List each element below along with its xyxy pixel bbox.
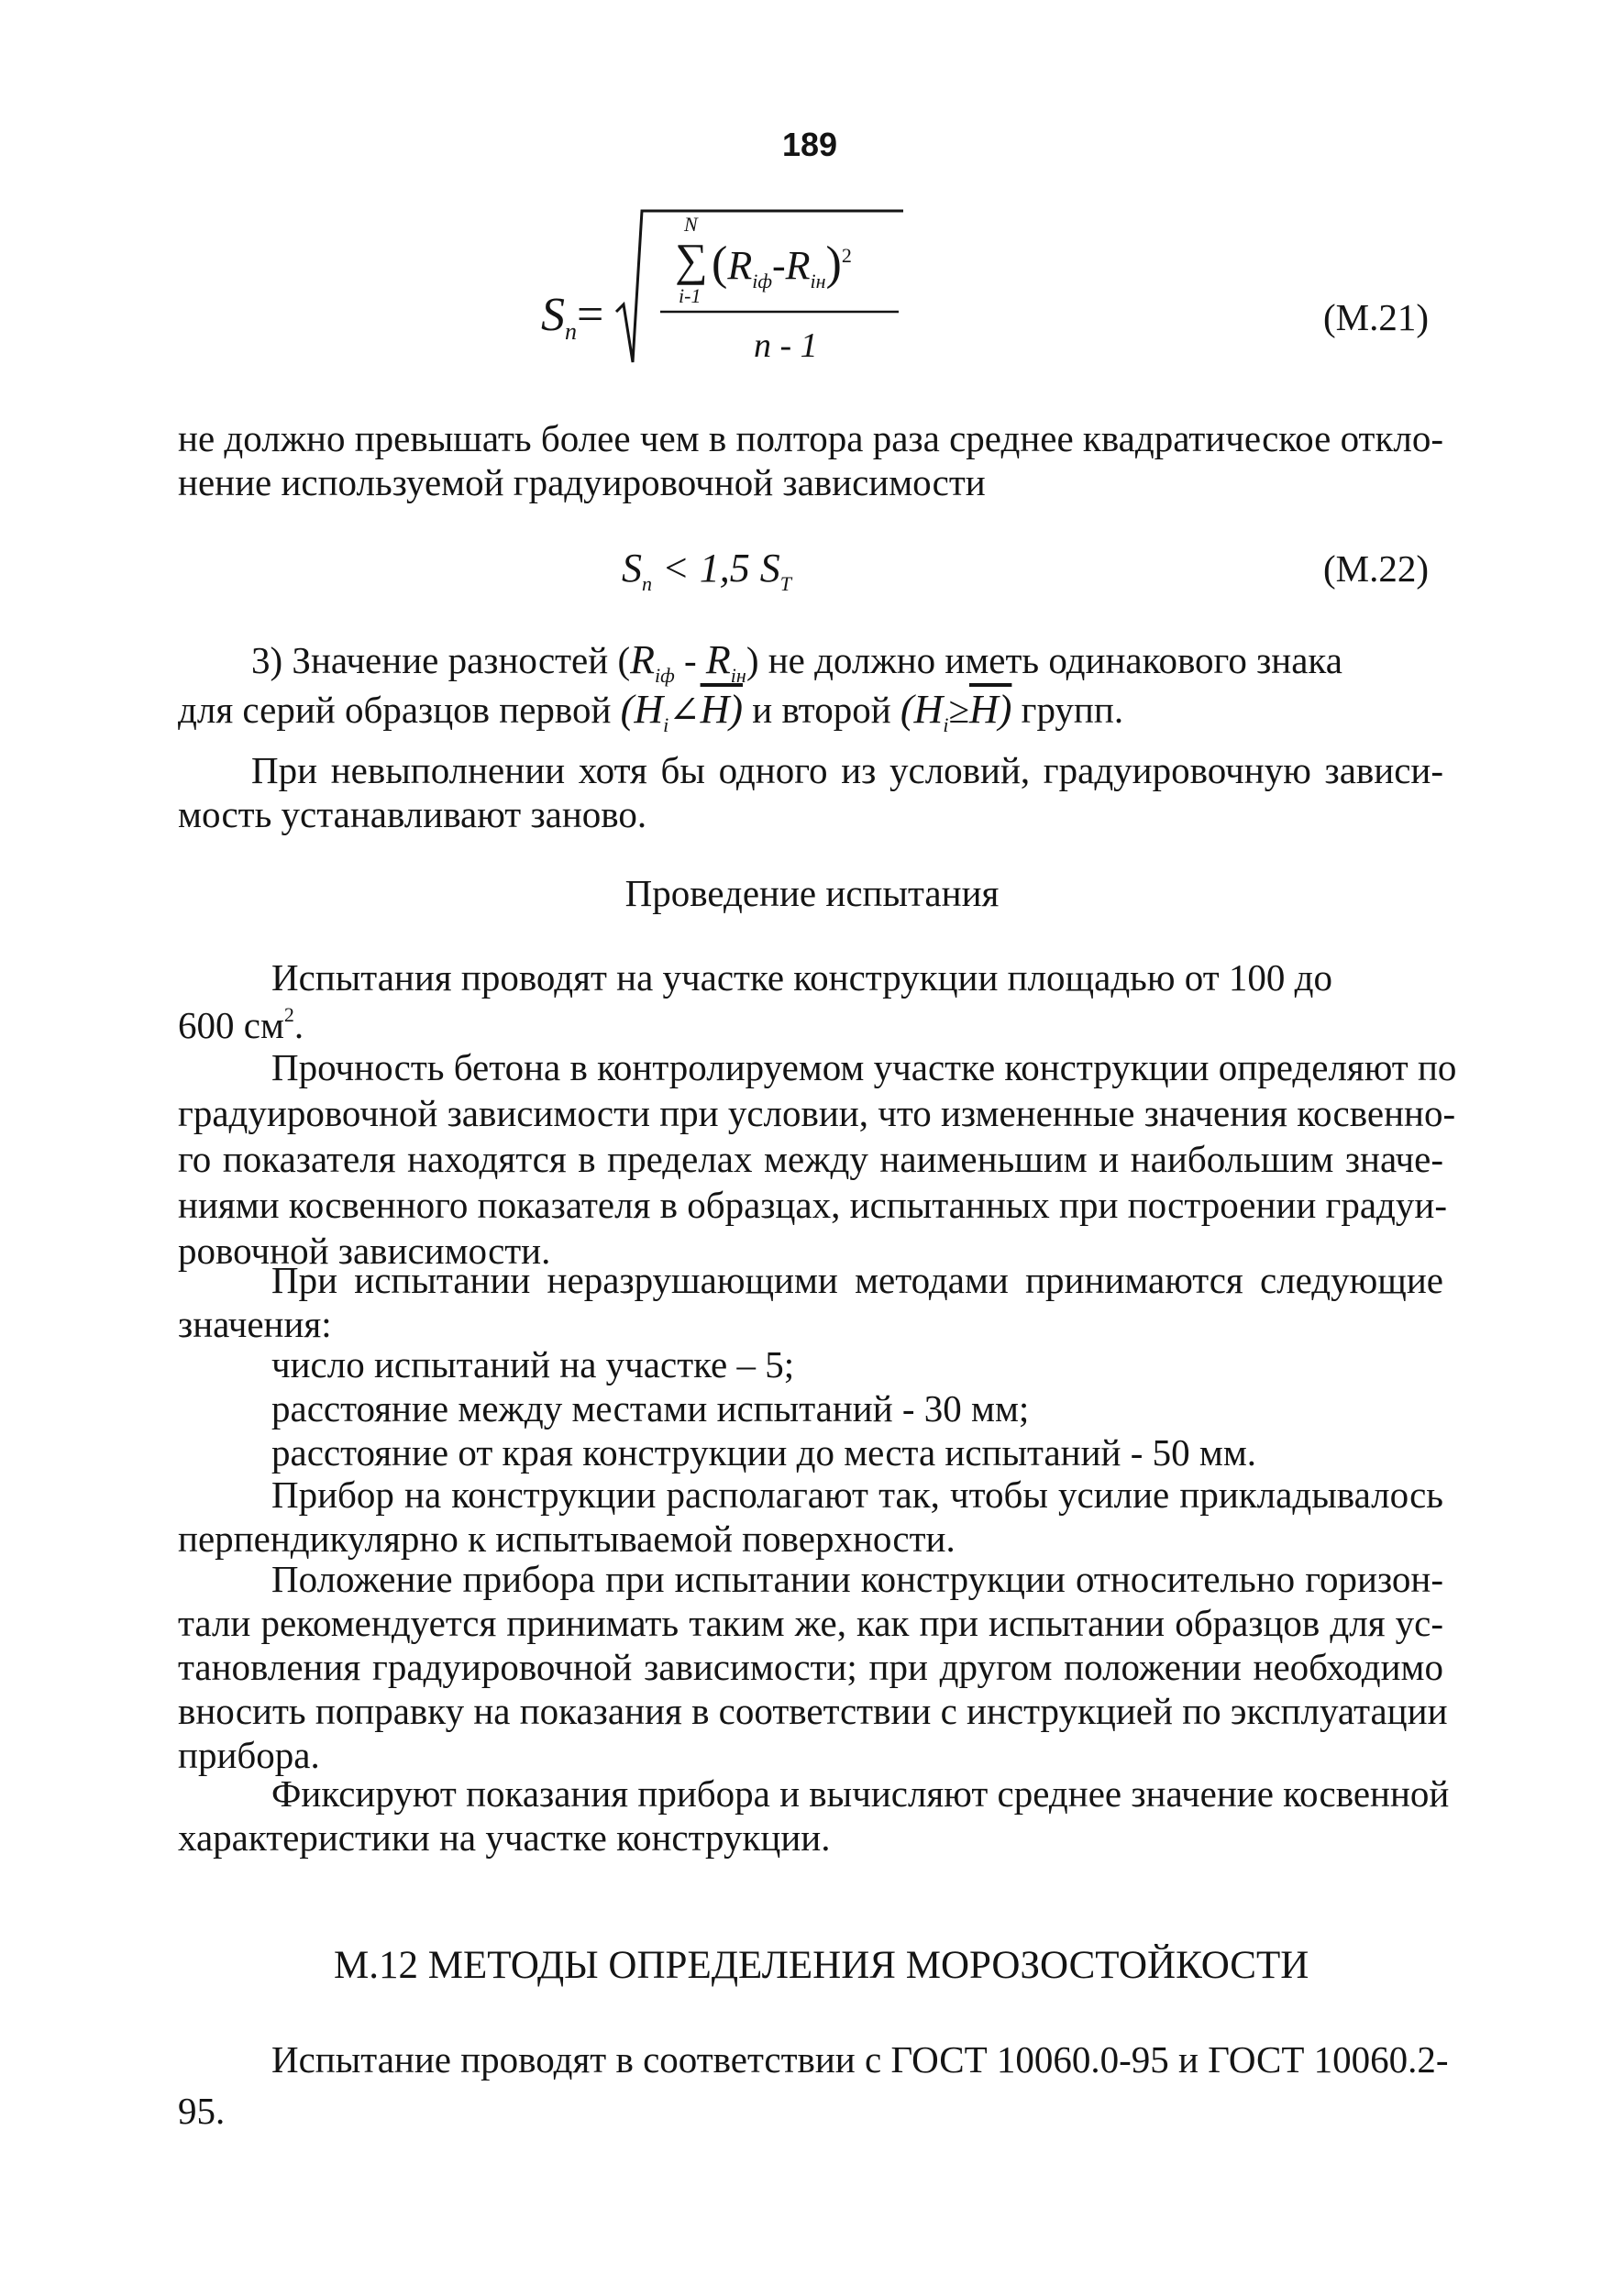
eq-numerator: $(R_{iф}-R_{iн})^2$ [712,237,852,293]
paragraph-line: прибора. [178,1734,320,1776]
eq-lhs: $S_n=$ [541,289,604,345]
paragraph-line: вносить поправку на показания в соответствии с инструкцией по эксплуатации [178,1690,1448,1732]
paragraph-line: тановления градуировочной зависимости; при другом положении необходимо [178,1646,1443,1688]
paragraph-line: характеристики на участке конструкции. [178,1816,831,1859]
paragraph [178,1259,1443,1350]
sum-upper-limit: N [684,213,698,236]
paragraph-line: 600 $см^2$. [178,1003,304,1046]
paragraph-line: Прочность бетона в контролируемом участке конструкции определяют по [271,1046,1457,1088]
paragraph [178,1046,1457,1278]
equation-label-m22: (М.22) [1323,547,1430,590]
page-number: 189 [782,126,838,163]
paragraph-line: мость устанавливают заново. [178,793,647,835]
paragraph-line: Фиксируют показания прибора и вычисляют среднее значение косвенной [271,1772,1450,1815]
paragraph-line: Испытание проводят в соответствии с ГОСТ 10060.0-95 и ГОСТ 10060.2- [271,2038,1449,2081]
paragraph-line: При испытании неразрушающими методами принимаются следующие [271,1259,1443,1301]
paragraph-line: тали рекомендуется принимать таким же, как при испытании образцов для ус- [178,1602,1443,1644]
paragraph [178,1558,1448,1781]
paragraph-line: Испытания проводят на участке конструкции площадью от 100 до [271,956,1332,999]
section-heading: Проведение испытания [624,872,1000,914]
eq-denominator: n - 1 [754,326,818,365]
sum-symbol: ∑ [675,234,708,285]
equation-m21 [0,0,1624,385]
paragraph-line: нение используемой градуировочной зависимости [178,461,986,503]
list-item: расстояние от края конструкции до места испытаний - 50 мм. [271,1431,1257,1474]
paragraph [178,1772,1450,1863]
paragraph-line: перпендикулярно к испытываемой поверхности. [178,1518,956,1560]
section-heading: М.12 МЕТОДЫ ОПРЕДЕЛЕНИЯ МОРОЗОСТОЙКОСТИ [334,1944,1309,1987]
paragraph-line: 3) Значение разностей $(R_{iф} - R_{iн})$ не должно иметь одинакового знака [251,637,1342,687]
paragraph-line: не должно превышать более чем в полтора раза среднее квадратическое откло- [178,417,1443,459]
paragraph-line: для серий образцов первой $(H_i\angle H)$ и второй $(H_i\ge H)$ групп. [178,687,1124,736]
list-item: число испытаний на участке – 5; [271,1343,795,1385]
equation-label-m21: (М.21) [1323,296,1430,338]
paragraph-line: При невыполнении хотя бы одного из условий, градуировочную зависи- [251,749,1443,791]
paragraph-line: Положение прибора при испытании конструкции относительно горизон- [271,1558,1443,1600]
paragraph-line: 95. [178,2090,226,2132]
paragraph-line: градуировочной зависимости при условии, что измененные значения косвенно- [178,1092,1456,1134]
list-item: расстояние между местами испытаний - 30 мм; [271,1387,1030,1430]
equation-m22: $S_n < 1,5$ $S_T$ [622,546,791,595]
parameter-list [271,1343,1257,1478]
paragraph-line: ровочной зависимости. [178,1230,551,1272]
paragraph-line: значения: [178,1303,332,1345]
paragraph [178,1476,1443,1564]
sum-lower-limit: i-1 [679,284,702,307]
paragraph-line: Прибор на конструкции располагают так, чтобы усилие прикладывалось [271,1474,1443,1516]
paragraph-line: ниями косвенного показателя в образцах, испытанных при построении градуи- [178,1184,1448,1226]
paragraph-line: го показателя находятся в пределах между наименьшим и наибольшим значе- [178,1138,1443,1180]
